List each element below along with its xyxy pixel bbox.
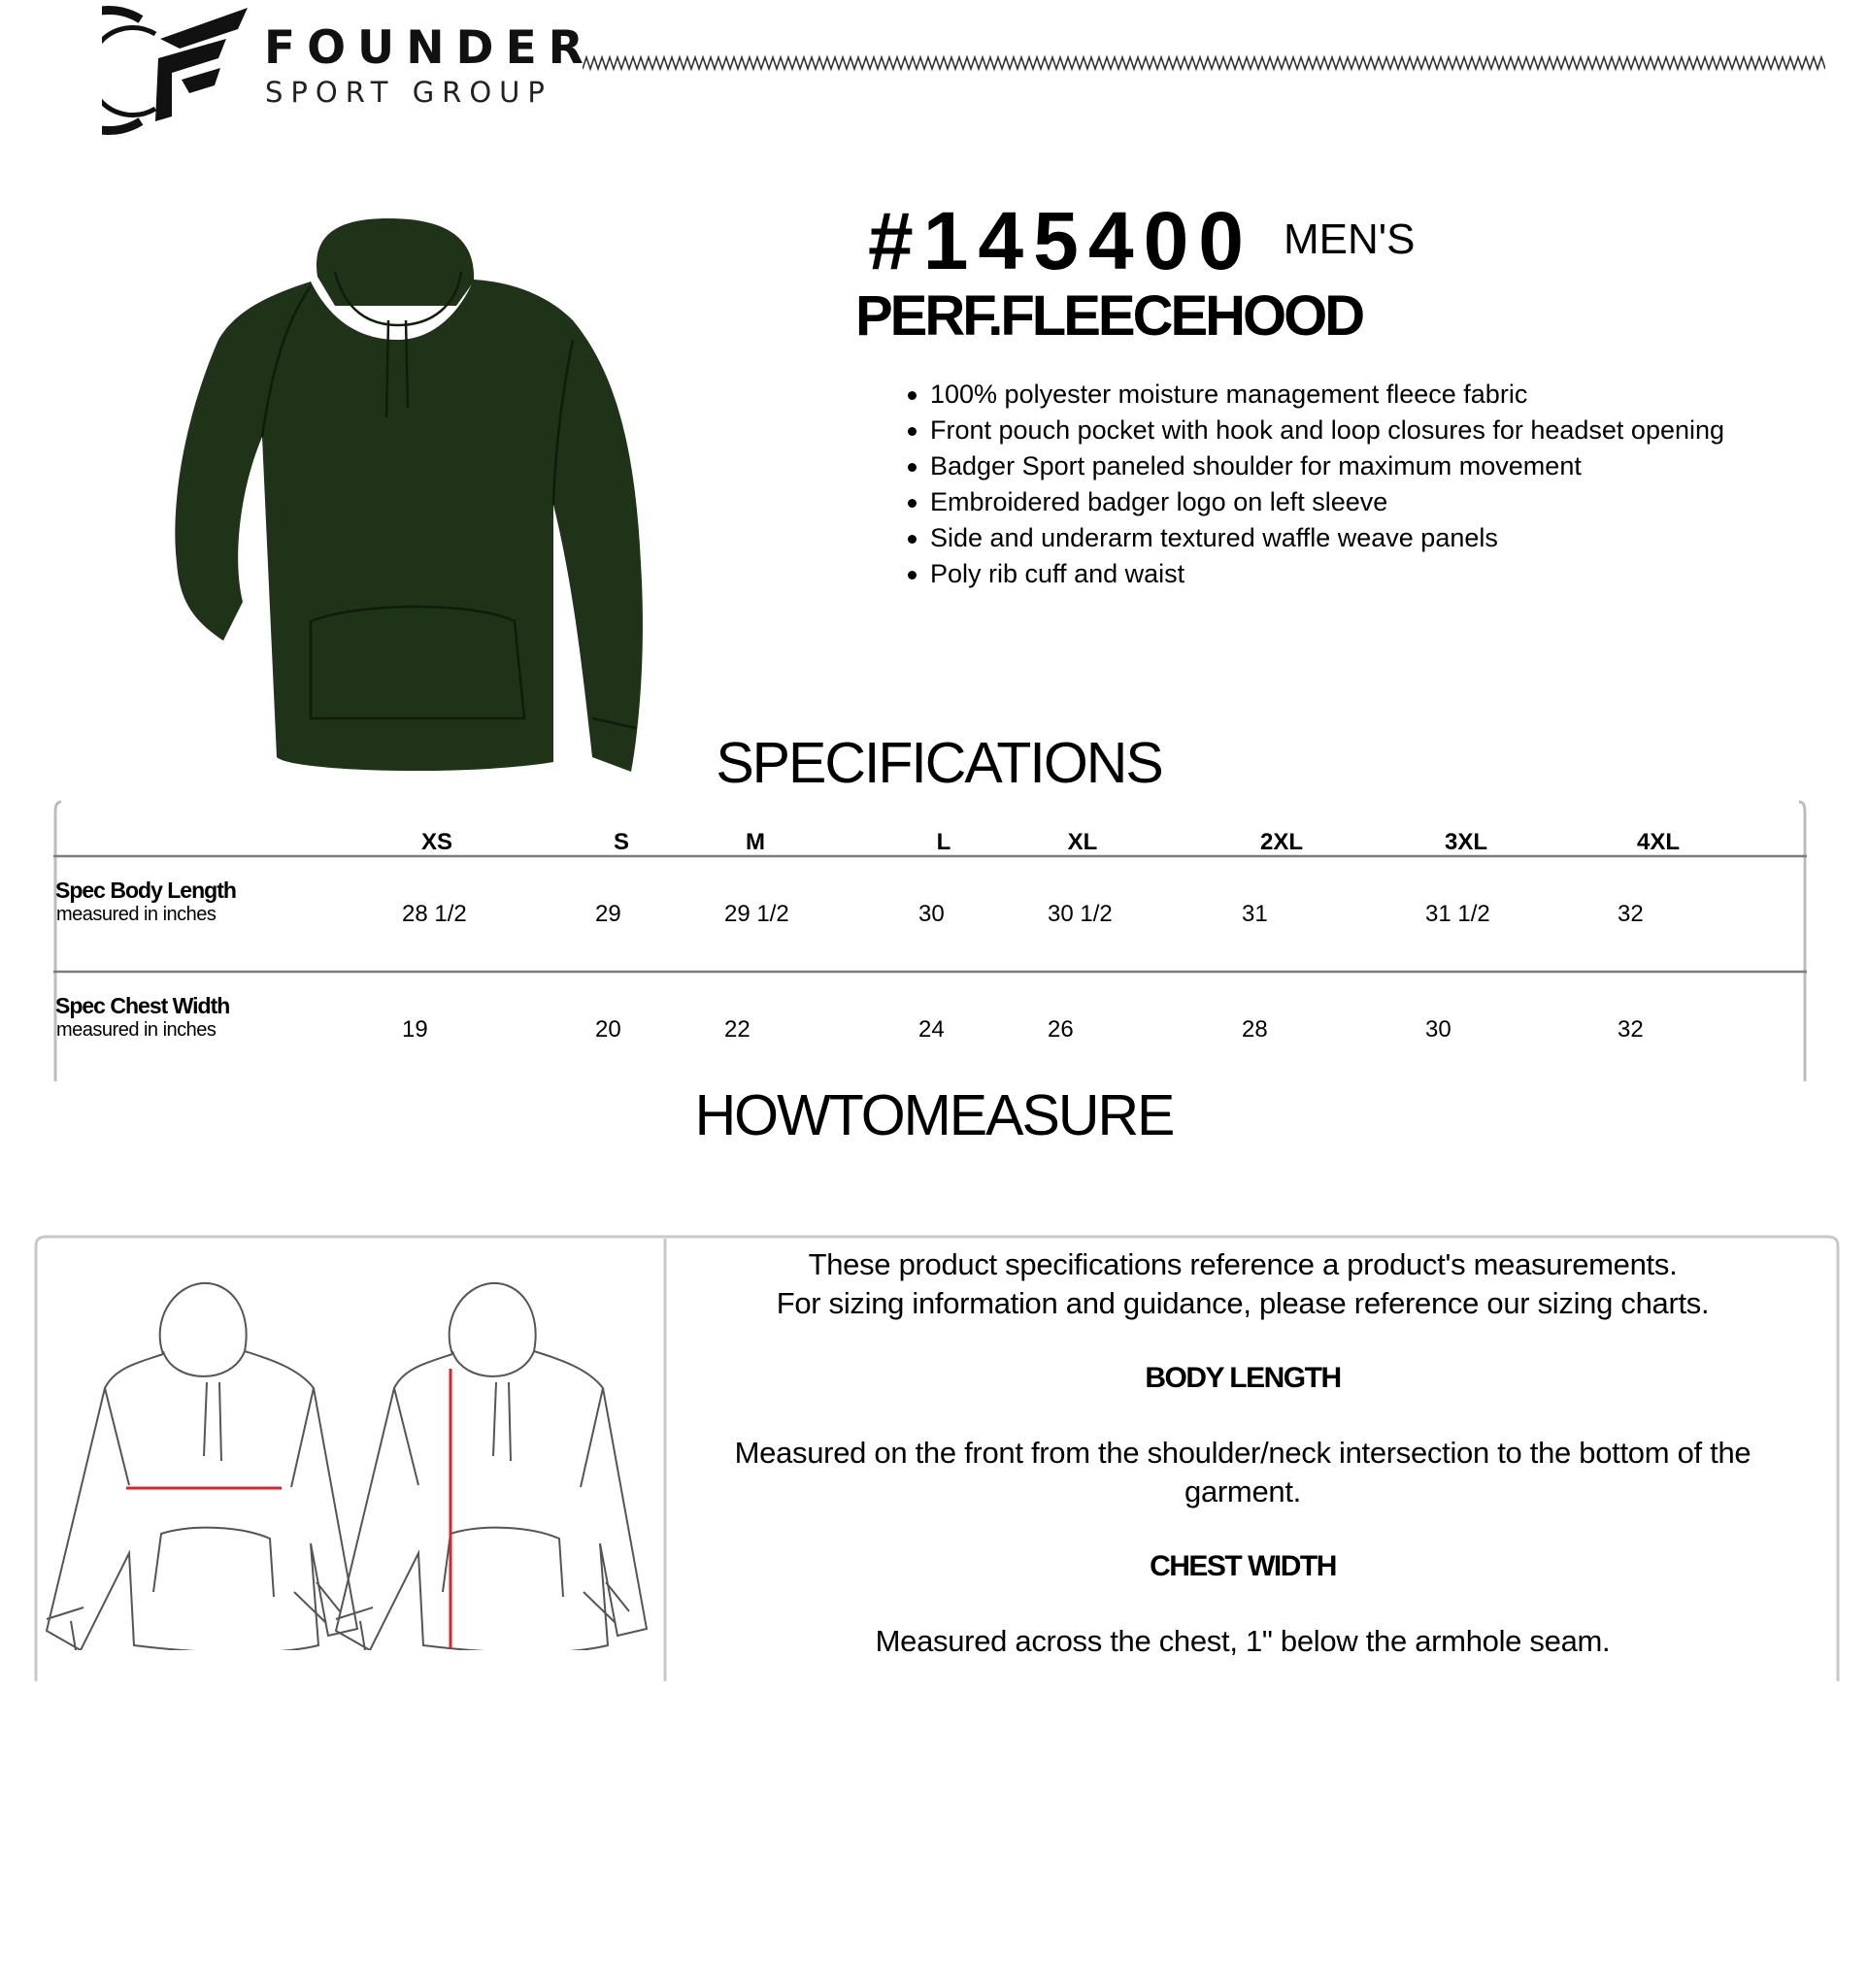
product-number: #145400 — [868, 195, 1254, 286]
row-label-chest-width: Spec Chest Width — [55, 993, 230, 1018]
size-header: XS — [420, 829, 452, 855]
table-cell: 30 — [1425, 1016, 1451, 1043]
size-header: S — [613, 829, 629, 855]
how-to-measure-title: HOWTOMEASURE — [694, 1083, 1174, 1147]
bullet-icon — [908, 535, 917, 544]
feature-list — [908, 377, 1724, 592]
table-cell: 20 — [595, 1016, 621, 1043]
spec-table — [53, 798, 1807, 1081]
row-label-body-length: Spec Body Length — [55, 878, 236, 903]
table-cell: 28 1/2 — [402, 901, 467, 927]
table-cell: 22 — [724, 1016, 751, 1043]
size-header: L — [936, 829, 951, 855]
brand-wordmark: FOUNDER — [264, 21, 595, 75]
table-cell: 30 1/2 — [1048, 901, 1113, 927]
size-header: M — [746, 829, 765, 855]
table-cell: 31 1/2 — [1425, 901, 1490, 927]
bullet-icon — [908, 499, 917, 508]
size-header: 4XL — [1636, 829, 1680, 855]
body-length-description: Measured on the front from the shoulder/neck intersection to the bottom of the garment. — [734, 1436, 1751, 1508]
table-cell: 28 — [1242, 1016, 1268, 1043]
size-header: 3XL — [1444, 829, 1487, 855]
intro-line: For sizing information and guidance, please reference our sizing charts. — [776, 1286, 1710, 1320]
table-cell: 31 — [1242, 901, 1268, 927]
product-name: PERF.FLEECEHOOD — [855, 284, 1363, 348]
table-cell: 19 — [402, 1016, 428, 1043]
table-cell: 32 — [1618, 1016, 1644, 1043]
feature-item: Side and underarm textured waffle weave panels — [908, 520, 1724, 556]
feature-item: Poly rib cuff and waist — [908, 556, 1724, 592]
table-cell: 30 — [918, 901, 945, 927]
specifications-title: SPECIFICATIONS — [716, 731, 1162, 795]
row-sublabel: measured in inches — [56, 904, 217, 925]
table-cell: 26 — [1048, 1016, 1074, 1043]
chest-width-description: Measured across the chest, 1" below the armhole seam. — [875, 1624, 1611, 1658]
zigzag-divider — [583, 54, 1825, 72]
bullet-icon — [908, 571, 917, 580]
bullet-icon — [908, 391, 917, 400]
how-to-measure-text — [699, 1245, 1786, 1661]
product-gender: MEN'S — [1284, 215, 1416, 263]
feature-item: Front pouch pocket with hook and loop closures for headset opening — [908, 413, 1724, 448]
table-cell: 29 — [595, 901, 621, 927]
feature-item: 100% polyester moisture management fleece fabric — [908, 377, 1724, 413]
table-cell: 24 — [918, 1016, 945, 1043]
bullet-icon — [908, 463, 917, 472]
measurement-diagram — [37, 1262, 668, 1650]
feature-item: Badger Sport paneled shoulder for maximum movement — [908, 448, 1724, 484]
brand-subtitle: SPORT GROUP — [265, 76, 552, 109]
feature-item: Embroidered badger logo on left sleeve — [908, 484, 1724, 520]
table-cell: 32 — [1618, 901, 1644, 927]
size-header: 2XL — [1259, 829, 1303, 855]
table-cell: 29 1/2 — [724, 901, 789, 927]
body-length-heading: BODY LENGTH — [1145, 1362, 1341, 1394]
hoodie-product-image — [165, 214, 670, 777]
bullet-icon — [908, 427, 917, 436]
chest-width-heading: CHEST WIDTH — [1150, 1550, 1336, 1582]
intro-line: These product specifications reference a product's measurements. — [808, 1247, 1678, 1281]
row-sublabel: measured in inches — [56, 1019, 217, 1041]
size-header: XL — [1067, 829, 1098, 855]
